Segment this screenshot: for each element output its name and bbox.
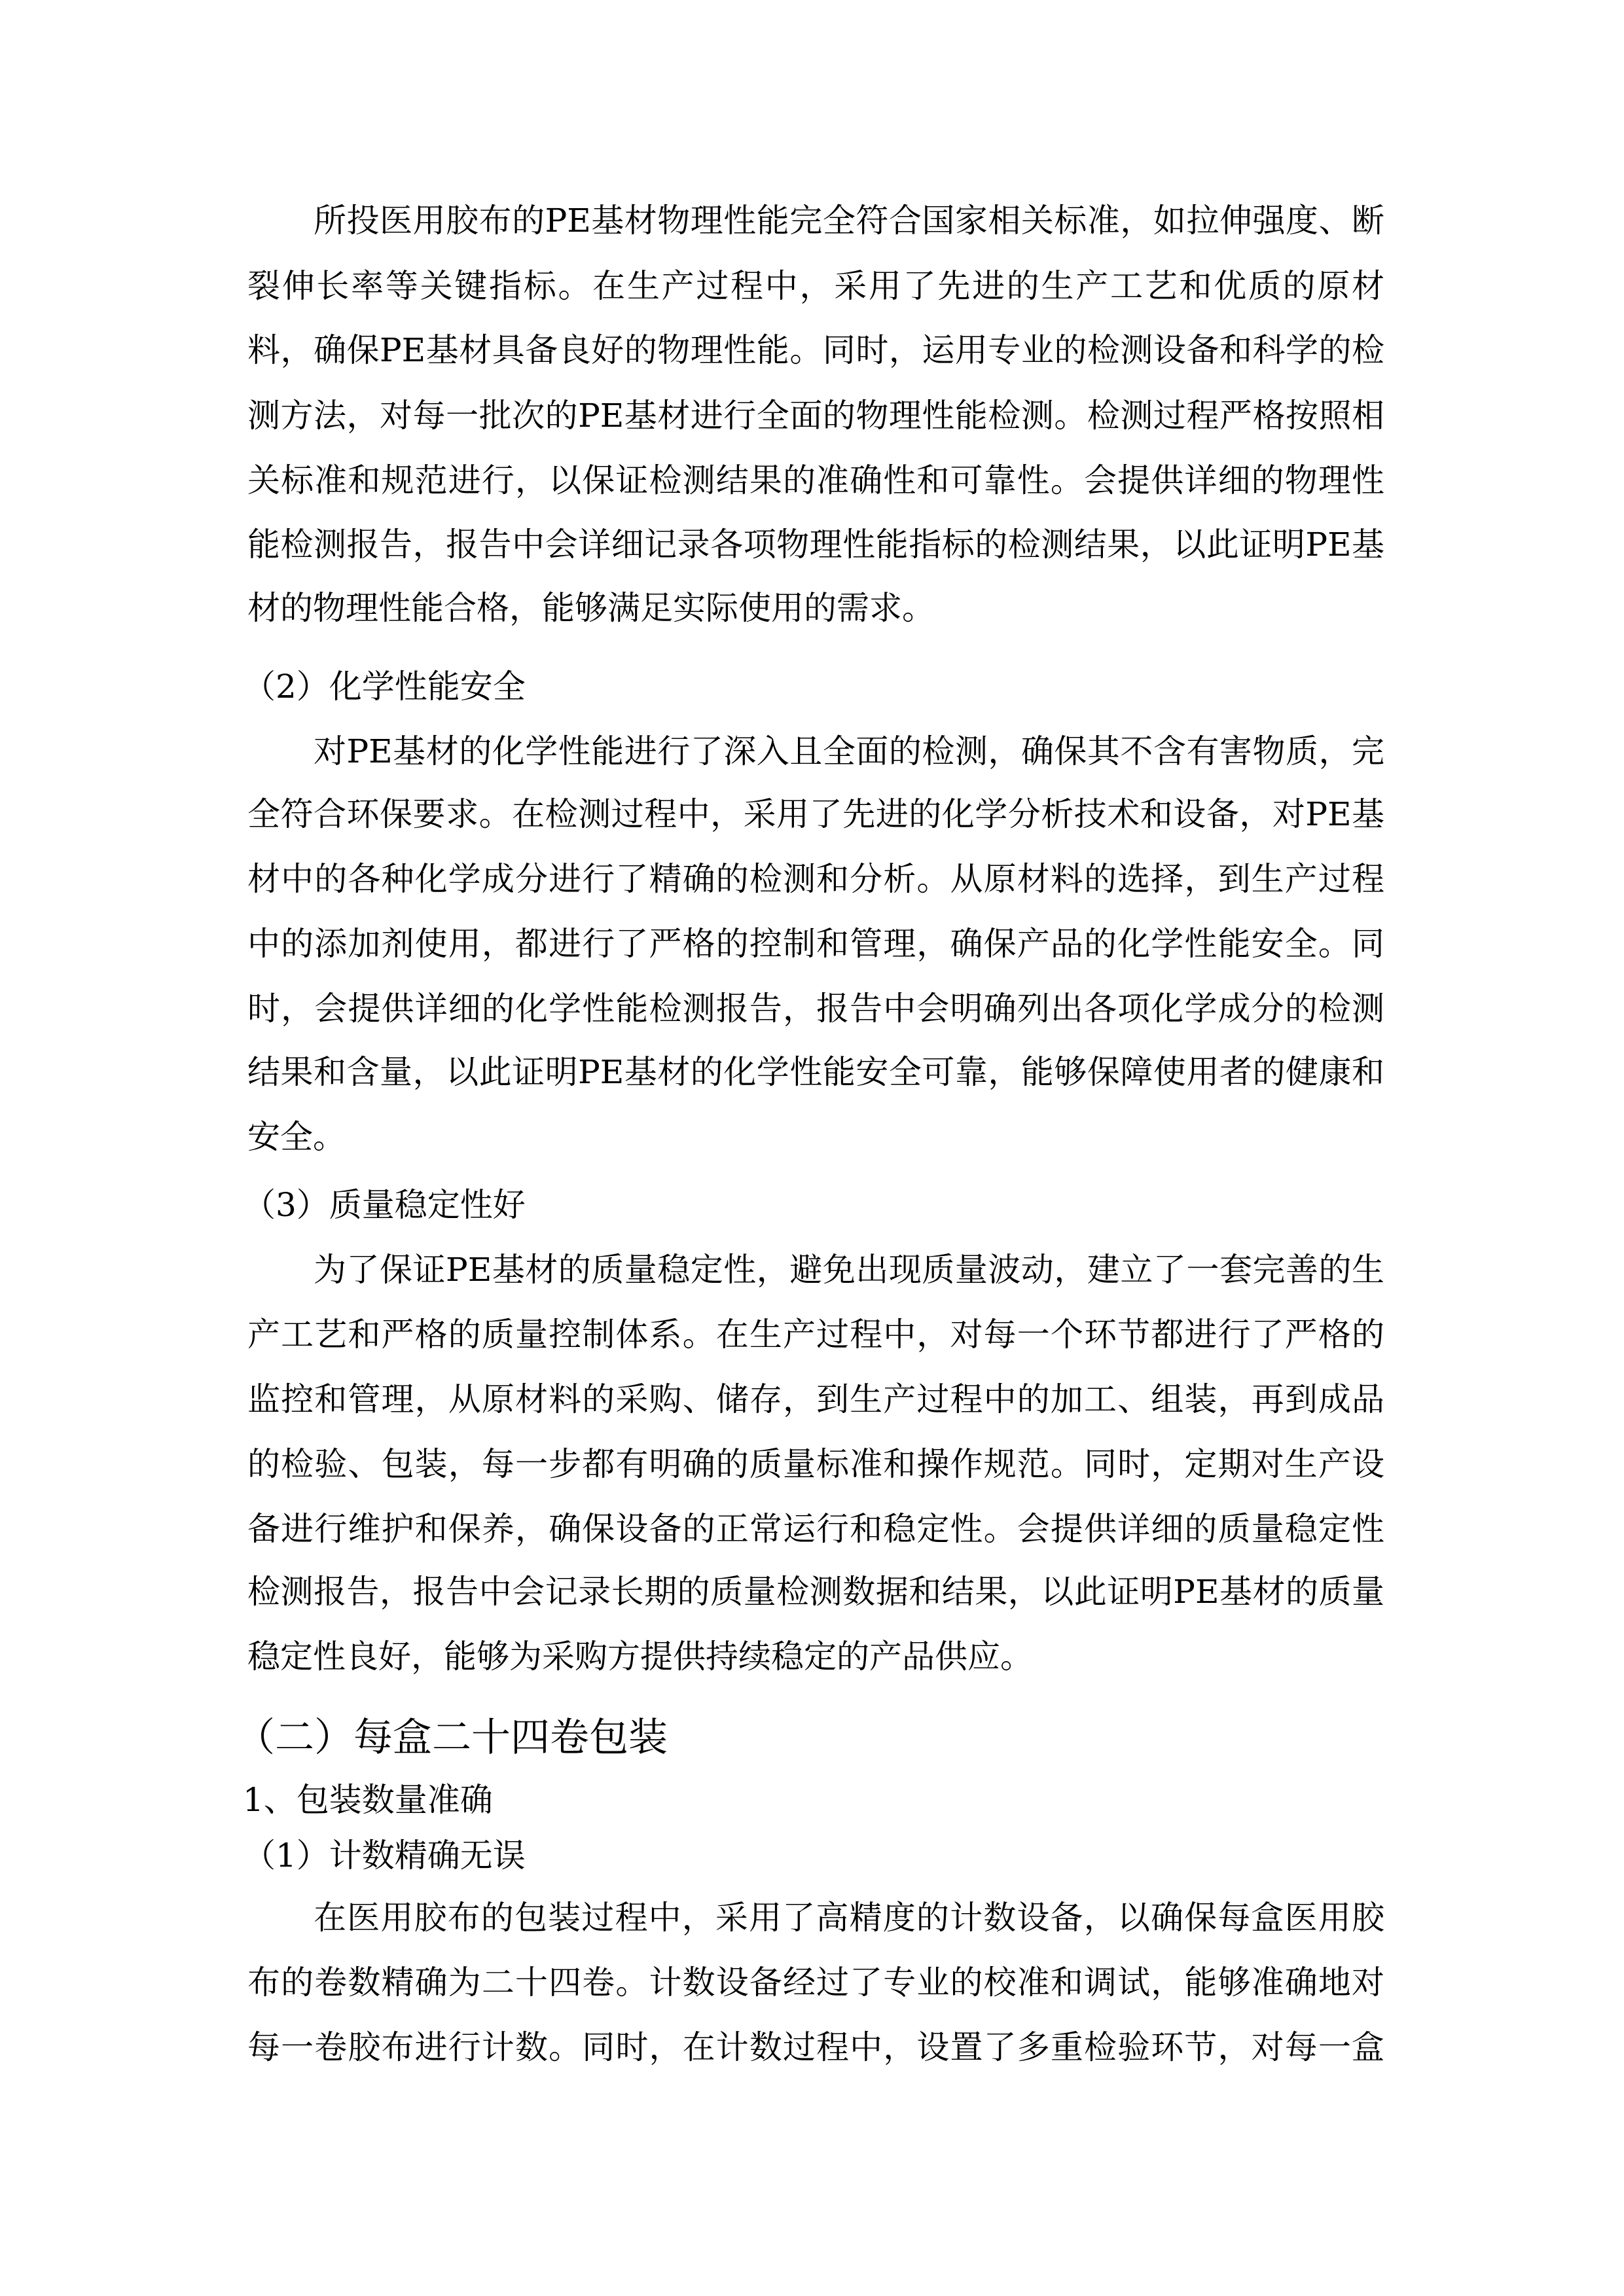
paragraph-line: 时，会提供详细的化学性能检测报告，报告中会明确列出各项化学成分的检测 [247,990,1384,1028]
paragraph-line: 在医用胶布的包装过程中，采用了高精度的计数设备，以确保每盒医用胶 [314,1899,1384,1937]
paragraph-line: 监控和管理，从原材料的采购、储存，到生产过程中的加工、组装，再到成品 [247,1380,1384,1418]
paragraph-line: 关标准和规范进行，以保证检测结果的准确性和可靠性。会提供详细的物理性 [247,461,1384,499]
paragraph-line: 所投医用胶布的PE基材物理性能完全符合国家相关标准，如拉伸强度、断 [314,202,1384,240]
subsection-heading: （2）化学性能安全 [243,668,526,706]
paragraph-line: 布的卷数精确为二十四卷。计数设备经过了专业的校准和调试，能够准确地对 [247,1964,1384,2001]
subsection-heading: （3）质量稳定性好 [243,1186,526,1224]
subsection-heading: （1）计数精确无误 [243,1837,526,1874]
paragraph-line: 测方法，对每一批次的PE基材进行全面的物理性能检测。检测过程严格按照相 [247,397,1384,435]
paragraph-line: 裂伸长率等关键指标。在生产过程中，采用了先进的生产工艺和优质的原材 [247,267,1384,305]
paragraph-line: 材中的各种化学成分进行了精确的检测和分析。从原材料的选择，到生产过程 [247,860,1384,898]
paragraph-line: 全符合环保要求。在检测过程中，采用了先进的化学分析技术和设备，对PE基 [247,795,1384,833]
paragraph-line: 结果和含量，以此证明PE基材的化学性能安全可靠，能够保障使用者的健康和 [247,1053,1384,1091]
paragraph-line: 产工艺和严格的质量控制体系。在生产过程中，对每一个环节都进行了严格的 [247,1316,1384,1354]
paragraph-line: 中的添加剂使用，都进行了严格的控制和管理，确保产品的化学性能安全。同 [247,925,1384,963]
paragraph-line: 安全。 [247,1118,346,1156]
paragraph-line: 检测报告，报告中会记录长期的质量检测数据和结果，以此证明PE基材的质量 [247,1573,1384,1611]
paragraph-line: 能检测报告，报告中会详细记录各项物理性能指标的检测结果，以此证明PE基 [247,526,1384,564]
paragraph-line: 备进行维护和保养，确保设备的正常运行和稳定性。会提供详细的质量稳定性 [247,1510,1384,1548]
paragraph-line: 为了保证PE基材的质量稳定性，避免出现质量波动，建立了一套完善的生 [314,1251,1384,1289]
paragraph-line: 每一卷胶布进行计数。同时，在计数过程中，设置了多重检验环节，对每一盒 [247,2028,1384,2066]
paragraph-line: 稳定性良好，能够为采购方提供持续稳定的产品供应。 [247,1638,1033,1676]
section-heading: （二）每盒二十四卷包装 [236,1715,668,1761]
paragraph-line: 料，确保PE基材具备良好的物理性能。同时，运用专业的检测设备和科学的检 [247,331,1384,369]
paragraph-line: 材的物理性能合格，能够满足实际使用的需求。 [247,589,935,627]
paragraph-line: 对PE基材的化学性能进行了深入且全面的检测，确保其不含有害物质，完 [314,732,1384,770]
paragraph-line: 的检验、包装，每一步都有明确的质量标准和操作规范。同时，定期对生产设 [247,1445,1384,1483]
subsection-heading: 1、包装数量准确 [243,1781,493,1819]
